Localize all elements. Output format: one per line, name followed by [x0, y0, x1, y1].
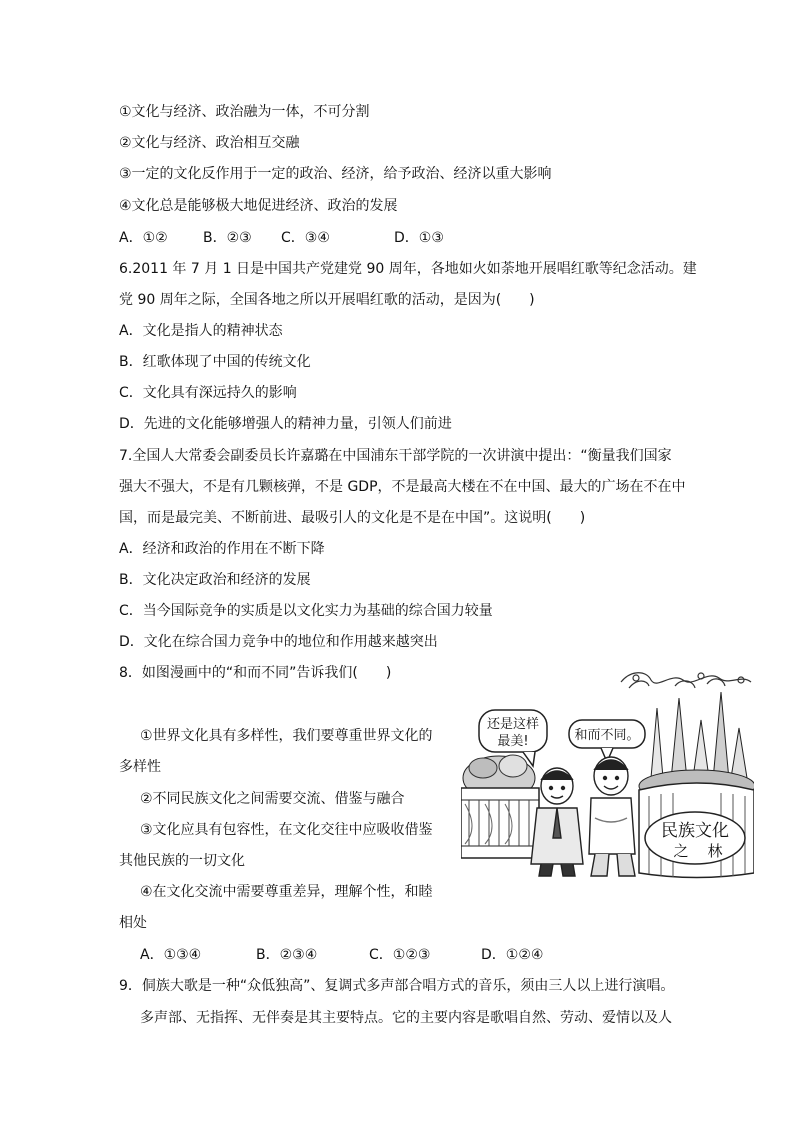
q6-option-c: C．文化具有深远持久的影响 — [119, 385, 297, 401]
q5-item-4: ④文化总是能够极大地促进经济、政治的发展 — [119, 198, 398, 214]
q5-item-1: ①文化与经济、政治融为一体，不可分割 — [119, 104, 370, 120]
bubble-left-line1: 还是这样 — [486, 717, 540, 732]
q5-item-3: ③一定的文化反作用于一定的政治、经济，给予政治、经济以重大影响 — [119, 166, 552, 182]
bubble-left-line2: 最美! — [497, 734, 529, 749]
speech-bubble-right — [569, 720, 645, 762]
q8-option-a: A．①③④ — [140, 947, 202, 963]
q6-option-d: D．先进的文化能够增强人的精神力量，引领人们前进 — [119, 416, 452, 432]
q7-option-c: C．当今国际竞争的实质是以文化实力为基础的综合国力较量 — [119, 603, 493, 619]
q9-stem-line2: 多声部、无指挥、无伴奏是其主要特点。它的主要内容是歌唱自然、劳动、爱情以及人 — [140, 1010, 672, 1026]
sign-line1: 民族文化 — [661, 821, 729, 841]
q7-stem-line3: 国，而是最完美、不断前进、最吸引人的文化是不是在中国”。这说明( ) — [119, 510, 586, 526]
q7-stem-line2: 强大不强大，不是有几颗核弹，不是 GDP，不是最高大楼在不在中国、最大的广场在不在中 — [119, 479, 686, 495]
q5-option-a: A．①② — [119, 230, 168, 246]
q8-item-3-line2: 其他民族的一切文化 — [119, 853, 245, 869]
right-garden — [639, 692, 754, 878]
q6-option-a: A．文化是指人的精神状态 — [119, 323, 283, 339]
q7-option-b: B．文化决定政治和经济的发展 — [119, 572, 311, 588]
q7-option-d: D．文化在综合国力竞争中的地位和作用越来越突出 — [119, 634, 438, 650]
q5-option-d: D．①③ — [394, 230, 444, 246]
q8-stem: 8．如图漫画中的“和而不同”告诉我们( ) — [119, 665, 392, 681]
q7-option-a: A．经济和政治的作用在不断下降 — [119, 541, 325, 557]
q8-item-2: ②不同民族文化之间需要交流、借鉴与融合 — [140, 791, 405, 807]
q5-item-2: ②文化与经济、政治相互交融 — [119, 135, 300, 151]
sign-char-zhi: 之 — [673, 842, 689, 860]
cartoon-illustration — [461, 668, 754, 885]
q9-stem-line1: 9．侗族大歌是一种“众低独高”、复调式多声部合唱方式的音乐，须由三人以上进行演唱。 — [119, 978, 675, 994]
bubble-right-text: 和而不同。 — [574, 728, 640, 743]
q8-option-b: B．②③④ — [256, 947, 318, 963]
q6-stem-line2: 党 90 周年之际，全国各地之所以开展唱红歌的活动，是因为( ) — [119, 292, 535, 308]
q8-item-4-line2: 相处 — [119, 915, 147, 931]
q8-item-3-line1: ③文化应具有包容性，在文化交往中应吸收借鉴 — [140, 822, 433, 838]
sign-char-lin: 林 — [707, 842, 723, 860]
q7-stem-line1: 7.全国人大常委会副委员长许嘉璐在中国浦东干部学院的一次讲演中提出：“衡量我们国家 — [119, 448, 672, 464]
man-right — [589, 757, 635, 876]
q6-stem-line1: 6.2011 年 7 月 1 日是中国共产党建党 90 周年，各地如火如荼地开展唱红歌等纪念活动。建 — [119, 261, 697, 277]
man-left — [531, 768, 583, 876]
q8-item-1-line1: ①世界文化具有多样性，我们要尊重世界文化的 — [140, 728, 433, 744]
q8-option-d: D．①②④ — [481, 947, 544, 963]
q6-option-b: B．红歌体现了中国的传统文化 — [119, 354, 311, 370]
q5-option-b: B．②③ — [203, 230, 252, 246]
q5-option-c: C．③④ — [281, 230, 330, 246]
left-fence — [461, 755, 539, 858]
q8-option-c: C．①②③ — [369, 947, 431, 963]
q8-item-4-line1: ④在文化交流中需要尊重差异，理解个性，和睦 — [140, 884, 433, 900]
decorative-border — [621, 673, 751, 688]
q8-item-1-line2: 多样性 — [119, 759, 161, 775]
